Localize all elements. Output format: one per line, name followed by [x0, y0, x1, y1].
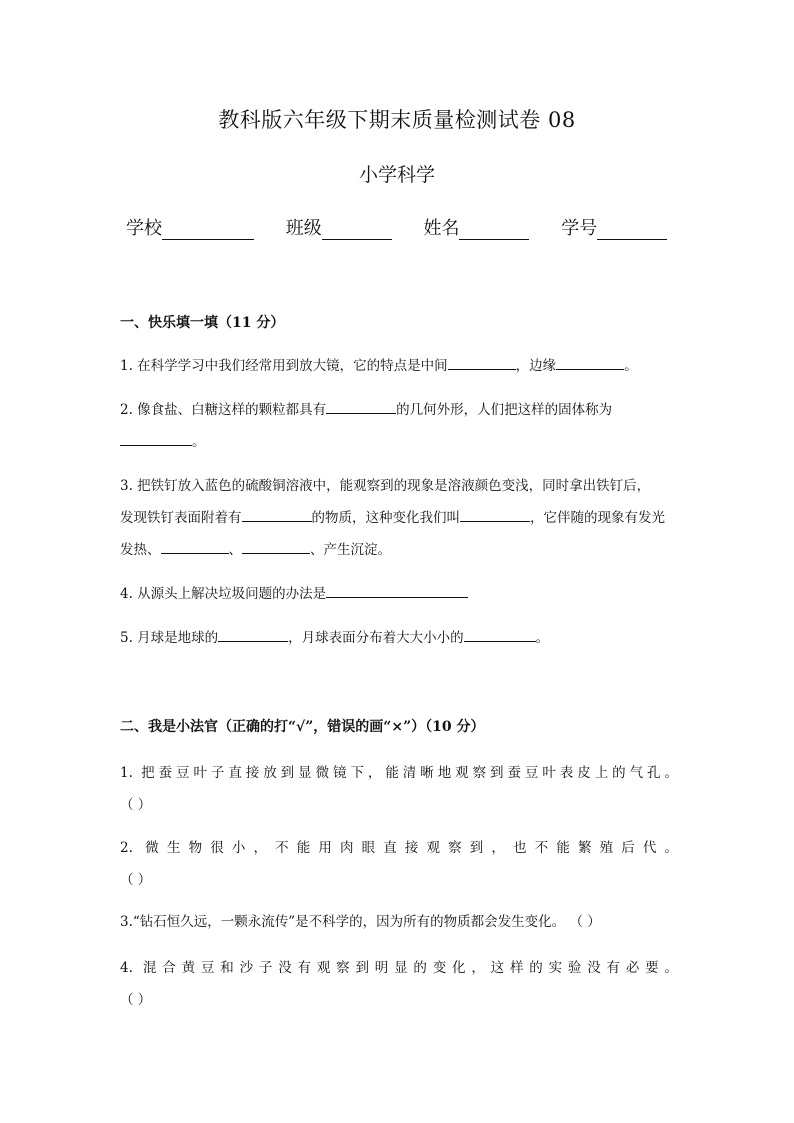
s1-q2-blank-1[interactable]: [326, 399, 396, 414]
s1-question-5: [120, 622, 678, 654]
student-id-label: 学号: [561, 218, 598, 239]
class-field[interactable]: [286, 214, 392, 240]
s1-q3-text-f: 、: [228, 542, 242, 558]
class-label: 班级: [285, 218, 322, 239]
s1-q3-blank-1[interactable]: [242, 507, 312, 522]
s1-question-4: [120, 578, 678, 610]
s1-q3-blank-2[interactable]: [460, 507, 530, 522]
s1-q5-text-c: 。: [535, 630, 550, 646]
school-field[interactable]: [126, 214, 254, 240]
s1-q2-text-a: 2. 像食盐、白糖这样的颗粒都具有: [120, 402, 327, 418]
s2-q4-answer-paren[interactable]: （ ）: [120, 992, 152, 1008]
s1-q5-blank-1[interactable]: [218, 627, 288, 642]
student-info-row: [126, 214, 686, 240]
s1-q1-text-c: 。: [624, 358, 638, 374]
section1-title: 一、快乐填一填（11 分）: [120, 315, 285, 331]
s1-q3-blank-3[interactable]: [161, 539, 229, 554]
name-field[interactable]: [423, 214, 529, 240]
s1-q1-blank-1[interactable]: [448, 355, 516, 370]
s1-q2-blank-2[interactable]: [120, 431, 192, 446]
s1-q3-text-g: 、产生沉淀。: [310, 542, 391, 558]
s2-question-3: [120, 906, 678, 938]
s2-question-4: [120, 952, 678, 1016]
s2-q3-text: 3.“钻石恒久远，一颗永流传”是不科学的，因为所有的物质都会发生变化。: [120, 914, 566, 930]
s1-q1-blank-2[interactable]: [556, 355, 624, 370]
s1-q1-text-a: 1. 在科学学习中我们经常用到放大镜，它的特点是中间: [120, 358, 448, 374]
s1-q2-text-b: 的几何外形，人们把这样的固体称为: [396, 402, 613, 418]
name-label: 姓名: [423, 218, 460, 239]
s1-q4-blank-1[interactable]: [326, 583, 468, 598]
s1-q4-text-a: 4. 从源头上解决垃圾问题的办法是: [120, 586, 327, 602]
s1-question-3: [120, 470, 678, 566]
s1-q3-text-a: 3. 把铁钉放入蓝色的硫酸铜溶液中，能观察到的现象是溶液颜色变浅，同时拿出铁钉后，: [120, 478, 651, 494]
class-blank[interactable]: [322, 219, 392, 240]
s1-question-2: [120, 394, 678, 458]
section2-title: 二、我是小法官（正确的打“√”，错误的画“×”）（10 分）: [120, 719, 485, 735]
s1-q3-blank-4[interactable]: [242, 539, 310, 554]
s2-q2-text: 2. 微生物很小，不能用肉眼直接观察到，也不能繁殖后代。: [120, 840, 678, 856]
school-label: 学校: [126, 218, 162, 239]
s2-question-2: [120, 832, 678, 896]
school-blank[interactable]: [162, 219, 254, 240]
name-blank[interactable]: [459, 219, 529, 240]
s1-q5-text-a: 5. 月球是地球的: [120, 630, 219, 646]
exam-subtitle: 小学科学: [358, 164, 435, 186]
s1-q3-text-b: 发现铁钉表面附着有: [120, 510, 242, 526]
s1-q2-text-c: 。: [192, 434, 206, 450]
student-id-field[interactable]: [561, 214, 667, 240]
s1-q3-text-e: 发热、: [120, 542, 161, 558]
s1-q5-text-b: ，月球表面分布着大大小小的: [288, 630, 464, 646]
student-id-blank[interactable]: [597, 219, 667, 240]
s1-q3-text-c: 的物质，这种变化我们叫: [311, 510, 460, 526]
s1-question-1: [120, 350, 678, 382]
s1-q1-text-b: ，边缘: [515, 358, 557, 374]
exam-title: 教科版六年级下期末质量检测试卷 08: [218, 108, 576, 132]
s1-q5-blank-2[interactable]: [464, 627, 536, 642]
s2-q1-answer-paren[interactable]: （ ）: [120, 797, 152, 813]
s2-q2-answer-paren[interactable]: （ ）: [120, 872, 152, 888]
s2-q3-answer-paren[interactable]: （ ）: [569, 914, 601, 930]
s2-question-1: [120, 757, 678, 821]
s2-q4-text: 4. 混合黄豆和沙子没有观察到明显的变化，这样的实验没有必要。: [120, 960, 678, 976]
s1-q3-text-d: ，它伴随的现象有发光: [530, 510, 665, 526]
s2-q1-text: 1. 把蚕豆叶子直接放到显微镜下，能清晰地观察到蚕豆叶表皮上的气孔。: [120, 765, 678, 781]
